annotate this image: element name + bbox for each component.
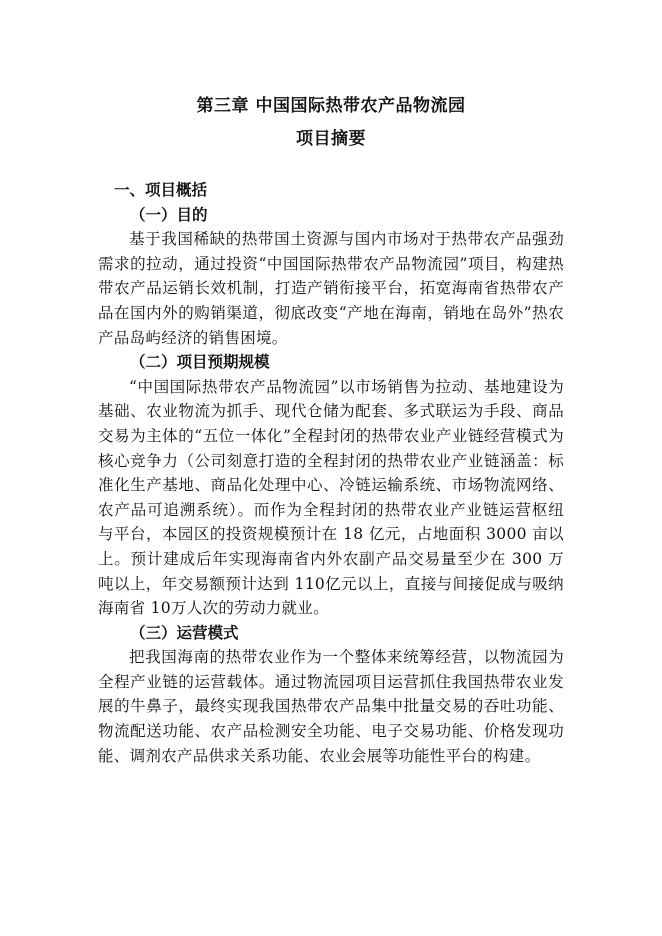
paragraph-scale: “中国国际热带农产品物流园”以市场销售为拉动、基地建设为基础、农业物流为抓手、现代仓储为配套、多式联运为手段、商品交易为主体的“五位一体化”全程封闭的热带农业产业链经营模式为核心竞争力（公司刻意打造的全程封闭的热带农业产业链涵盖：标准化生产基地、商品化处理中心、冷链运输系统、市场物流网络、农产品可追溯系统）。而作为全程封闭的热带农业产业链运营枢纽与平台，本园区的投资规模预计在 18 亿元，占地面积 3000 亩以上。预计建成后年实现海南省内外农副产品交易量至少在 300 万吨以上，年交易额预计达到 110亿元以上，直接与间接促成与吸纳海南省 10万人次的劳动力就业。 bbox=[98, 377, 564, 618]
paragraph-operation: 把我国海南的热带农业作为一个整体来统筹经营，以物流园为全程产业链的运营载体。通过物流园项目运营抓住我国热带农业发展的牛鼻子，最终实现我国热带农产品集中批量交易的吞吐功能、物流配送功能、农产品检测安全功能、电子交易功能、价格发现功能、调剂农产品供求关系功能、农业会展等功能性平台的构建。 bbox=[98, 648, 564, 765]
subsection-heading-operation: （三）运营模式 bbox=[130, 622, 239, 642]
summary-subtitle: 项目摘要 bbox=[296, 129, 366, 149]
subsection-heading-purpose: （一）目的 bbox=[130, 204, 208, 224]
chapter-title: 第三章 中国国际热带农产品物流园 bbox=[196, 96, 466, 116]
section-heading-overview: 一、项目概括 bbox=[114, 180, 208, 199]
subsection-heading-scale: （二）项目预期规模 bbox=[130, 352, 270, 372]
document-body bbox=[98, 178, 564, 768]
paragraph-purpose: 基于我国稀缺的热带国土资源与国内市场对于热带农产品强劲需求的拉动，通过投资“中国国际热带农产品物流园”项目，构建热带农产品运销长效机制，打造产销衔接平台，拓宽海南省热带农产品在国内外的购销渠道，彻底改变“产地在海南，销地在岛外”热农产品岛屿经济的销售困境。 bbox=[98, 230, 564, 347]
